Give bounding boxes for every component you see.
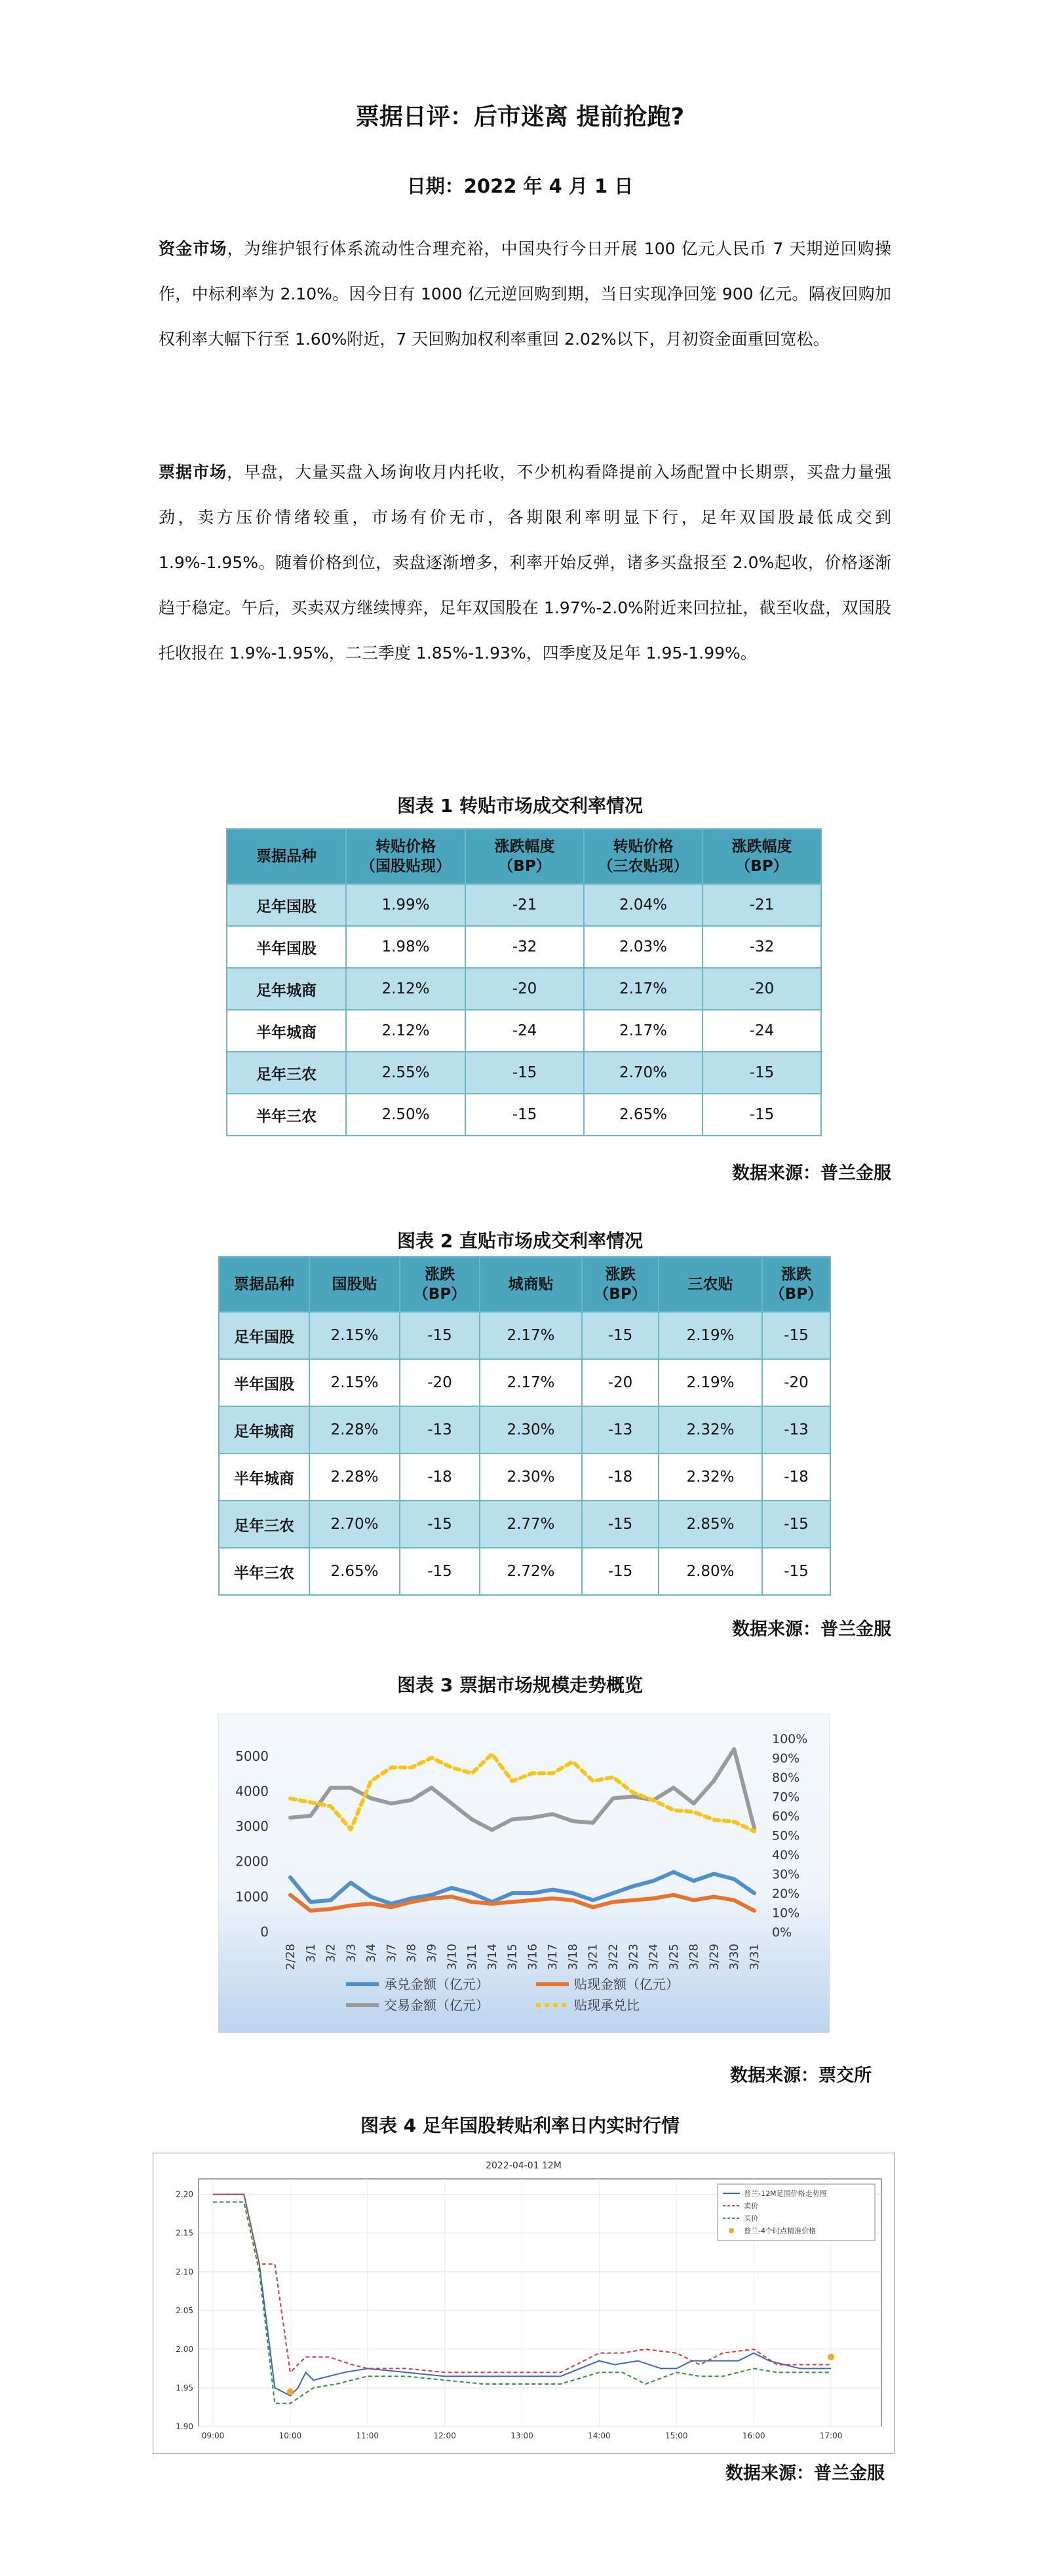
table-cell: 2.12% [346, 968, 465, 1010]
chart4-container [153, 2153, 895, 2454]
chart3-container [218, 1714, 830, 2033]
y-tick-label: 2.15 [176, 2228, 193, 2238]
row-label-cell: 半年城商 [219, 1453, 309, 1501]
table-cell: 2.85% [659, 1501, 762, 1548]
y2-tick-label: 90% [772, 1751, 800, 1766]
y-tick-label: 2.00 [176, 2344, 193, 2354]
table-cell: -20 [582, 1359, 659, 1406]
chart4-svg [153, 2153, 895, 2454]
table-cell: 2.77% [480, 1501, 582, 1548]
header-line: 国股贴 [332, 1276, 377, 1293]
table-cell: 2.32% [659, 1406, 762, 1453]
row-label-cell: 半年城商 [227, 1010, 346, 1052]
table-cell: -18 [582, 1453, 659, 1501]
y-tick-label: 5000 [235, 1748, 269, 1764]
legend-label: 普兰-4个时点精准价格 [744, 2227, 816, 2235]
table-cell: -13 [582, 1406, 659, 1453]
header-line: （国股贴现） [360, 858, 451, 875]
table-header-cell [762, 1257, 830, 1312]
paragraph-funds [159, 226, 891, 362]
table-cell: 2.30% [480, 1406, 582, 1453]
table-cell: 2.12% [346, 1010, 465, 1052]
x-tick-label: 3/11 [465, 1944, 480, 1970]
table-cell: -24 [465, 1010, 584, 1052]
table-header-cell [346, 829, 465, 884]
legend-swatch [729, 2228, 734, 2233]
table-cell: -20 [400, 1359, 480, 1406]
header-line: 票据品种 [256, 848, 317, 865]
table-row [227, 884, 821, 926]
table-cell: -15 [762, 1312, 830, 1359]
table-cell: -15 [465, 1094, 584, 1136]
table-cell: 2.30% [480, 1453, 582, 1501]
table-cell: 1.98% [346, 926, 465, 968]
table-header-cell [309, 1257, 400, 1312]
x-tick-label: 3/30 [727, 1944, 742, 1970]
y2-tick-label: 100% [772, 1732, 808, 1746]
header-line: 涨跌幅度 [494, 838, 555, 855]
x-tick-label: 15:00 [664, 2431, 688, 2440]
header-line: 转贴价格 [613, 838, 674, 855]
row-label-cell: 半年国股 [219, 1359, 309, 1406]
y2-tick-label: 30% [772, 1867, 800, 1882]
table-row [227, 1052, 821, 1094]
table-cell: 2.17% [584, 1010, 703, 1052]
table-cell: -32 [465, 926, 584, 968]
table-header-row [227, 829, 821, 884]
table-cell: -15 [400, 1501, 480, 1548]
y-tick-label: 1000 [235, 1889, 269, 1905]
header-line: 城商贴 [508, 1276, 554, 1293]
y-tick-label: 4000 [235, 1783, 269, 1799]
legend-label: 买价 [744, 2214, 758, 2223]
table-row [227, 926, 821, 968]
table-cell: 2.70% [584, 1052, 703, 1094]
table-cell: -18 [762, 1453, 830, 1501]
header-line: 三农贴 [687, 1276, 733, 1293]
table-cell: 2.28% [309, 1453, 400, 1501]
table-cell: -15 [582, 1548, 659, 1595]
x-tick-label: 3/18 [566, 1944, 580, 1970]
y-tick-label: 3000 [235, 1818, 269, 1835]
x-tick-label: 09:00 [201, 2431, 225, 2440]
chart3-svg [218, 1714, 830, 2033]
table-cell: 2.28% [309, 1406, 400, 1453]
header-line: 转贴价格 [376, 838, 436, 855]
table2-title: 图表 2 直贴市场成交利率情况 [397, 1230, 643, 1252]
y-tick-label: 2000 [235, 1853, 269, 1870]
x-tick-label: 3/14 [485, 1944, 499, 1970]
header-line: （BP） [769, 1286, 823, 1303]
table-header-cell [480, 1257, 582, 1312]
x-tick-label: 3/25 [666, 1944, 681, 1970]
header-line: （BP） [413, 1286, 467, 1303]
table-cell: 2.19% [659, 1359, 762, 1406]
table-cell: 2.19% [659, 1312, 762, 1359]
table-cell: 2.15% [309, 1359, 400, 1406]
x-tick-label: 3/16 [526, 1944, 540, 1970]
table-cell: -15 [582, 1312, 659, 1359]
header-line: （BP） [735, 858, 788, 875]
paragraph-text: ，为维护银行体系流动性合理充裕，中国央行今日开展 100 亿元人民币 7 天期逆回购操作，中标利率为 2.10%。因今日有 1000 亿元逆回购到期，当日实现净回笼 900 亿元。隔夜回购加权利率大幅下行至 1.60%附近，7 天回购加权利率重回 2.02%以下，月初资金面重回宽松。 [159, 239, 891, 349]
table-header-cell [400, 1257, 480, 1312]
y2-tick-label: 80% [772, 1771, 800, 1785]
paragraph-lead: 票据市场 [159, 463, 227, 482]
header-line: 涨跌 [781, 1266, 811, 1283]
table-cell: -21 [465, 884, 584, 926]
table-cell: -15 [762, 1548, 830, 1595]
row-label-cell: 足年城商 [219, 1406, 309, 1453]
page-title: 票据日评：后市迷离 提前抢跑? [355, 104, 685, 130]
legend-label: 贴现承兑比 [574, 1997, 640, 2013]
table-cell: 2.17% [480, 1359, 582, 1406]
price-point [828, 2354, 834, 2360]
x-tick-label: 3/7 [384, 1944, 398, 1963]
table1 [226, 828, 822, 1136]
y2-tick-label: 20% [772, 1887, 800, 1901]
table-cell: 2.15% [309, 1312, 400, 1359]
table-header-cell [659, 1257, 762, 1312]
table-cell: -15 [400, 1548, 480, 1595]
table-cell: -15 [703, 1094, 821, 1136]
table-cell: -13 [400, 1406, 480, 1453]
x-tick-label: 3/4 [364, 1944, 379, 1963]
table-cell: -15 [465, 1052, 584, 1094]
x-tick-label: 3/3 [344, 1944, 358, 1963]
header-line: 涨跌 [425, 1266, 455, 1283]
x-tick-label: 3/10 [445, 1944, 459, 1970]
table-cell: -20 [762, 1359, 830, 1406]
x-tick-label: 3/17 [546, 1944, 560, 1970]
legend-label: 卖价 [744, 2202, 758, 2210]
table2 [218, 1256, 831, 1596]
table-row [219, 1312, 830, 1359]
x-tick-label: 3/22 [606, 1944, 621, 1970]
legend-label: 贴现金额（亿元） [574, 1976, 679, 1992]
table-row [219, 1359, 830, 1406]
header-line: （BP） [594, 1286, 647, 1303]
table-row [219, 1501, 830, 1548]
y2-tick-label: 40% [772, 1848, 800, 1862]
table-cell: 2.32% [659, 1453, 762, 1501]
y-tick-label: 0 [260, 1924, 269, 1940]
x-tick-label: 13:00 [510, 2431, 533, 2440]
paragraph-lead: 资金市场 [159, 239, 227, 258]
table-row [219, 1548, 830, 1595]
x-tick-label: 3/31 [748, 1944, 761, 1970]
table-cell: -24 [703, 1010, 821, 1052]
paragraph-bills [159, 450, 891, 676]
legend-label: 承兑金额（亿元） [384, 1976, 489, 1992]
table-header-cell [703, 829, 821, 884]
header-line: （BP） [498, 858, 551, 875]
table-header-cell [227, 829, 346, 884]
table-cell: 2.55% [346, 1052, 465, 1094]
row-label-cell: 足年城商 [227, 968, 346, 1010]
table-cell: -15 [762, 1501, 830, 1548]
header-line: 涨跌幅度 [731, 838, 792, 855]
table-cell: 2.03% [584, 926, 703, 968]
table-cell: 2.50% [346, 1094, 465, 1136]
table-cell: 2.65% [584, 1094, 703, 1136]
y-tick-label: 1.95 [176, 2383, 193, 2393]
table-cell: -13 [762, 1406, 830, 1453]
table-header-row [219, 1257, 830, 1312]
row-label-cell: 足年国股 [219, 1312, 309, 1359]
x-tick-label: 3/28 [687, 1944, 701, 1970]
table-cell: -32 [703, 926, 821, 968]
table1-source: 数据来源：普兰金服 [732, 1163, 891, 1183]
table-row [219, 1453, 830, 1501]
x-tick-label: 12:00 [433, 2431, 456, 2440]
row-label-cell: 足年三农 [219, 1501, 309, 1548]
legend-label: 普兰-12M足国价格走势图 [744, 2189, 827, 2198]
x-tick-label: 3/1 [303, 1944, 318, 1963]
x-tick-label: 3/15 [505, 1944, 520, 1970]
x-tick-label: 3/9 [425, 1944, 439, 1963]
x-tick-label: 3/2 [324, 1944, 338, 1963]
table1-title: 图表 1 转贴市场成交利率情况 [397, 795, 643, 817]
table-cell: -20 [703, 968, 821, 1010]
y-tick-label: 1.90 [176, 2422, 193, 2431]
table-cell: 2.04% [584, 884, 703, 926]
table-cell: -15 [582, 1501, 659, 1548]
table-cell: 2.80% [659, 1548, 762, 1595]
x-tick-label: 3/23 [626, 1944, 641, 1970]
table-cell: -21 [703, 884, 821, 926]
x-tick-label: 17:00 [819, 2431, 843, 2440]
header-line: （三农贴现） [598, 858, 689, 875]
chart3-source: 数据来源：票交所 [730, 2066, 872, 2086]
chart4-subtitle: 2022-04-01 12M [486, 2161, 562, 2171]
x-tick-label: 14:00 [588, 2431, 611, 2440]
table-cell: -20 [465, 968, 584, 1010]
row-label-cell: 半年三农 [227, 1094, 346, 1136]
x-tick-label: 3/24 [647, 1944, 661, 1970]
price-point [287, 2389, 294, 2395]
table-header-cell [465, 829, 584, 884]
x-tick-label: 3/8 [404, 1944, 419, 1963]
x-tick-label: 2/28 [284, 1944, 298, 1970]
table-header-cell [582, 1257, 659, 1312]
x-tick-label: 3/21 [586, 1944, 600, 1970]
row-label-cell: 半年三农 [219, 1548, 309, 1595]
chart3-title: 图表 3 票据市场规模走势概览 [397, 1674, 643, 1696]
table2-source: 数据来源：普兰金服 [732, 1619, 891, 1640]
y2-tick-label: 70% [772, 1790, 800, 1805]
x-tick-label: 3/29 [707, 1944, 722, 1970]
y2-tick-label: 50% [772, 1828, 800, 1843]
table-cell: 2.65% [309, 1548, 400, 1595]
table-row [227, 1094, 821, 1136]
table-cell: -15 [703, 1052, 821, 1094]
table-row [227, 968, 821, 1010]
row-label-cell: 足年国股 [227, 884, 346, 926]
y2-tick-label: 60% [772, 1809, 800, 1824]
report-date: 日期：2022 年 4 月 1 日 [406, 175, 634, 197]
legend-label: 交易金额（亿元） [384, 1997, 489, 2013]
paragraph-text: ，早盘，大量买盘入场询收月内托收，不少机构看降提前入场配置中长期票，买盘力量强劲，卖方压价情绪较重，市场有价无市，各期限利率明显下行，足年双国股最低成交到 1.9%-1.95%。随着价格到位，卖盘逐渐增多，利率开始反弹，诸多买盘报至 2.0%起收，价格逐渐趋于稳定。午后，买卖双方继续博弈，足年双国股在 1.97%-2.0%附近来回拉扯，截至收盘，双国股托收报在 1.9%-1.95%，二三季度 1.85%-1.93%，四季度及足年 1.95-1.99%。 [159, 463, 891, 663]
table-cell: 1.99% [346, 884, 465, 926]
table-cell: 2.70% [309, 1501, 400, 1548]
chart4-title: 图表 4 足年国股转贴利率日内实时行情 [360, 2115, 680, 2136]
table-row [219, 1406, 830, 1453]
x-tick-label: 16:00 [742, 2431, 765, 2440]
x-tick-label: 10:00 [279, 2431, 302, 2440]
table-header-cell [584, 829, 703, 884]
table-cell: 2.17% [480, 1312, 582, 1359]
y2-tick-label: 10% [772, 1906, 800, 1921]
y-tick-label: 2.10 [176, 2267, 193, 2277]
table-row [227, 1010, 821, 1052]
table-header-cell [219, 1257, 309, 1312]
table-cell: -18 [400, 1453, 480, 1501]
header-line: 涨跌 [605, 1266, 636, 1283]
x-tick-label: 11:00 [356, 2431, 379, 2440]
y-tick-label: 2.05 [176, 2305, 193, 2315]
row-label-cell: 足年三农 [227, 1052, 346, 1094]
y-tick-label: 2.20 [176, 2189, 193, 2199]
header-line: 票据品种 [234, 1276, 294, 1293]
chart4-source: 数据来源：普兰金服 [725, 2463, 885, 2484]
y2-tick-label: 0% [772, 1925, 792, 1940]
table-cell: 2.72% [480, 1548, 582, 1595]
table-cell: 2.17% [584, 968, 703, 1010]
row-label-cell: 半年国股 [227, 926, 346, 968]
table-cell: -15 [400, 1312, 480, 1359]
